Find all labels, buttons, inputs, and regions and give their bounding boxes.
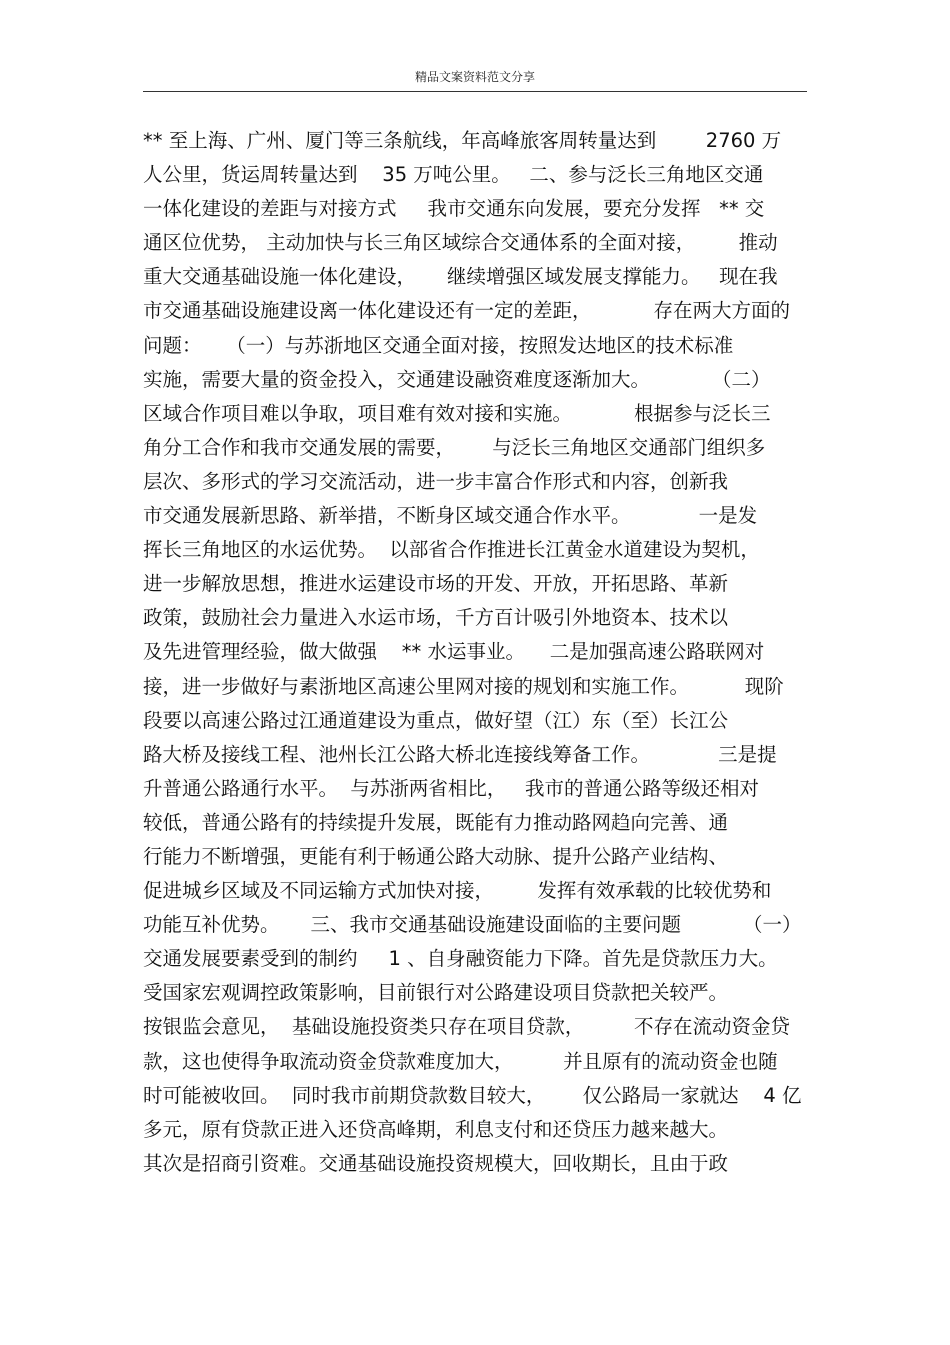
text-line: 及先进管理经验，做大做强 ** 水运事业。 二是加强高速公路联网对 — [143, 640, 765, 664]
text-line: 其次是招商引资难。交通基础设施投资规模大，回收期长，且由于政 — [143, 1151, 729, 1175]
text-line: ** 至上海、广州、厦门等三条航线，年高峰旅客周转量达到 2760 万 — [143, 129, 782, 152]
text-line: 市交通发展新思路、新举措，不断身区域交通合作水平。 一是发 — [143, 504, 758, 528]
text-line: 促进城乡区域及不同运输方式加快对接， 发挥有效承载的比较优势和 — [143, 879, 772, 903]
text-line: 一体化建设的差距与对接方式 我市交通东向发展，要充分发挥 ** 交 — [143, 197, 765, 221]
text-line: 款，这也使得争取流动资金贷款难度加大， 并且原有的流动资金也随 — [143, 1049, 778, 1073]
text-line: 挥长三角地区的水运优势。 以部省合作推进长江黄金水道建设为契机， — [143, 538, 760, 562]
text-line: 区域合作项目难以争取，项目难有效对接和实施。 根据参与泛长三 — [143, 401, 771, 425]
text-line: 人公里，货运周转量达到 35 万吨公里。 二、参与泛长三角地区交通 — [143, 163, 764, 187]
page-header: 精品文案资料范文分享 — [414, 70, 535, 84]
text-line: 行能力不断增强，更能有利于畅通公路大动脉、提升公路产业结构、 — [143, 844, 729, 868]
text-line: 角分工合作和我市交通发展的需要， 与泛长三角地区交通部门组织多 — [143, 435, 766, 459]
text-line: 接，进一步做好与素浙地区高速公里网对接的规划和实施工作。 现阶 — [143, 674, 784, 698]
text-line: 功能互补优势。 三、我市交通基础设施建设面临的主要问题 （一） — [143, 913, 802, 937]
text-line: 时可能被收回。 同时我市前期贷款数目较大， 仅公路局一家就达 4 亿 — [143, 1083, 802, 1107]
text-line: 实施，需要大量的资金投入，交通建设融资难度逐渐加大。 （二） — [143, 367, 771, 391]
body-text — [143, 124, 813, 1181]
text-line: 问题： （一）与苏浙地区交通全面对接，按照发达地区的技术标准 — [143, 333, 734, 357]
text-line: 政策，鼓励社会力量进入水运市场，千方百计吸引外地资本、技术以 — [143, 606, 729, 630]
text-line: 较低，普通公路有的持续提升发展，既能有力推动路网趋向完善、通 — [143, 810, 729, 834]
header-divider — [143, 91, 807, 92]
text-line: 受国家宏观调控政策影响，目前银行对公路建设项目贷款把关较严。 — [143, 981, 729, 1005]
text-line: 进一步解放思想，推进水运建设市场的开发、开放，开拓思路、革新 — [143, 572, 729, 596]
text-line: 市交通基础设施建设离一体化建设还有一定的差距， 存在两大方面的 — [143, 299, 790, 323]
text-line: 路大桥及接线工程、池州长江公路大桥北连接线筹备工作。 三是提 — [143, 742, 777, 766]
text-line: 层次、多形式的学习交流活动，进一步丰富合作形式和内容，创新我 — [143, 469, 729, 493]
text-line: 重大交通基础设施一体化建设， 继续增强区域发展支撑能力。 现在我 — [143, 265, 778, 289]
text-line: 多元，原有贷款正进入还贷高峰期，利息支付和还贷压力越来越大。 — [143, 1117, 729, 1141]
text-line: 升普通公路通行水平。 与苏浙两省相比， 我市的普通公路等级还相对 — [143, 776, 759, 800]
text-line: 通区位优势， 主动加快与长三角区域综合交通体系的全面对接， 推动 — [143, 231, 778, 255]
text-line: 段要以高速公路过江通道建设为重点，做好望（江）东（至）长江公 — [143, 708, 729, 732]
text-line: 按银监会意见， 基础设施投资类只存在项目贷款， 不存在流动资金贷 — [143, 1015, 790, 1039]
text-line: 交通发展要素受到的制约 1 、自身融资能力下降。首先是贷款压力大。 — [143, 947, 778, 971]
